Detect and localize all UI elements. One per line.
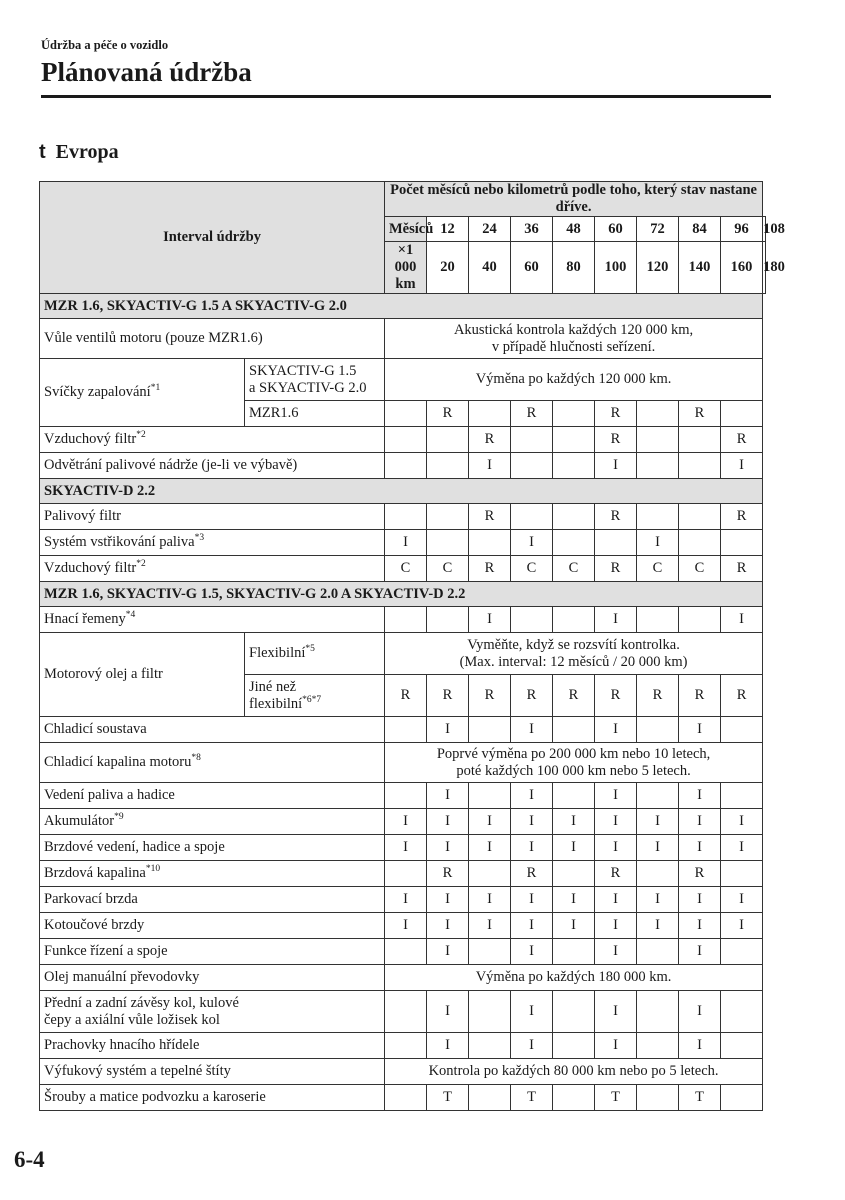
interval-cell: I [511,887,553,913]
interval-cell: R [511,401,553,427]
table-row [40,743,766,783]
footnote-ref: *1 [150,383,161,393]
table-row [40,991,766,1033]
interval-note: Výměna po každých 120 000 km. [385,359,763,401]
interval-cell [427,427,469,453]
interval-cell: I [511,783,553,809]
item-label: Hnací řemeny$^{*4}$ [40,607,385,633]
interval-cell: T [595,1085,637,1111]
interval-cell: I [427,939,469,965]
interval-cell: I [595,717,637,743]
interval-cell [637,861,679,887]
km-value: 60 [511,242,553,294]
interval-cell: R [385,675,427,717]
footnote-ref: *4 [125,610,136,620]
interval-cell: I [427,991,469,1033]
table-row [40,887,766,913]
table-row [40,427,766,453]
interval-cell: C [637,556,679,582]
item-label: Parkovací brzda [40,887,385,913]
interval-cell: R [469,427,511,453]
interval-cell: I [679,939,721,965]
cell-text: Vyměňte, když se rozsvítí kontrolka. [467,636,680,653]
interval-cell: I [385,835,427,861]
interval-cell [679,427,721,453]
table-row [40,717,766,743]
table-row [40,453,766,479]
interval-cell [721,991,763,1033]
interval-cell: I [385,530,427,556]
interval-cell: I [427,783,469,809]
interval-cell [679,530,721,556]
table-row [40,633,766,675]
interval-cell: I [553,835,595,861]
interval-cell: I [427,809,469,835]
page-title: Plánovaná údržba [41,57,252,87]
interval-cell: I [637,913,679,939]
interval-cell: C [427,556,469,582]
interval-cell [679,504,721,530]
interval-cell: C [511,556,553,582]
interval-cell: R [511,675,553,717]
interval-cell: I [469,887,511,913]
km-label: ×1 000 km [385,242,427,294]
item-label [40,991,385,1033]
interval-cell [385,939,427,965]
table-row [40,939,766,965]
item-label: Motorový olej a filtr [40,633,245,717]
interval-cell: I [427,717,469,743]
interval-label: Interval údržby [40,182,385,294]
interval-cell: R [595,401,637,427]
interval-cell [679,607,721,633]
interval-cell: R [721,675,763,717]
km-value: 140 [679,242,721,294]
interval-cell [553,427,595,453]
cell-text: (Max. interval: 12 měsíců / 20 000 km) [459,653,688,670]
km-value: 20 [427,242,469,294]
item-label: Vzduchový filtr$^{*2}$ [40,427,385,453]
cell-text: Jiné než [249,678,297,695]
interval-cell [385,453,427,479]
footnote-ref: *2 [136,559,146,569]
interval-cell [553,939,595,965]
interval-note: Počet měsíců nebo kilometrů podle toho, který stav nastane dříve. [385,182,763,217]
interval-note: Kontrola po každých 80 000 km nebo po 5 letech. [385,1059,763,1085]
table-row [40,783,766,809]
interval-cell: I [679,809,721,835]
month-value: 48 [553,217,595,242]
km-value: 40 [469,242,511,294]
table-row [40,607,766,633]
interval-cell [553,991,595,1033]
interval-cell: I [637,887,679,913]
interval-cell [553,717,595,743]
month-value: 12 [427,217,469,242]
interval-cell [385,427,427,453]
interval-cell [511,453,553,479]
cell-text: Akustická kontrola každých 120 000 km, [453,321,694,338]
interval-cell: R [553,675,595,717]
footnote-ref: *8 [191,753,201,763]
interval-cell [469,717,511,743]
interval-cell [637,453,679,479]
item-label: Akumulátor$^{*9}$ [40,809,385,835]
item-label: Odvětrání palivové nádrže (je-li ve výbavě) [40,453,385,479]
interval-cell [469,783,511,809]
table-row [40,319,766,359]
table-row [40,479,766,504]
table-row [40,809,766,835]
interval-cell: I [595,887,637,913]
interval-cell: I [553,809,595,835]
interval-cell: I [385,809,427,835]
cell-text: Poprvé výměna po 200 000 km nebo 10 letech, [436,745,711,762]
interval-cell: I [595,783,637,809]
item-label: Funkce řízení a spoje [40,939,385,965]
footnote-ref: *6*7 [302,694,322,705]
interval-cell: I [637,809,679,835]
cell-text: Přední a zadní závěsy kol, kulové [44,994,239,1011]
interval-cell [469,530,511,556]
item-label: Chladicí kapalina motoru$^{*8}$ [40,743,385,783]
interval-note [385,633,763,675]
interval-cell [637,427,679,453]
interval-cell: I [469,835,511,861]
interval-cell: I [511,717,553,743]
interval-cell: I [721,913,763,939]
interval-cell: I [427,835,469,861]
interval-cell: I [679,913,721,939]
interval-cell: I [595,453,637,479]
table-row [40,294,766,319]
section-label: Evropa [55,141,119,163]
interval-note [385,319,763,359]
interval-cell: I [385,913,427,939]
interval-cell: R [721,504,763,530]
breadcrumb: Údržba a péče o vozidlo [41,38,169,52]
km-value: 180 [763,242,766,294]
interval-cell: I [553,887,595,913]
interval-cell [469,1033,511,1059]
month-value: 36 [511,217,553,242]
interval-cell: I [427,913,469,939]
interval-cell [637,939,679,965]
interval-cell [469,401,511,427]
interval-cell [721,1085,763,1111]
table-row [40,582,766,607]
interval-cell: I [553,913,595,939]
interval-cell: R [679,861,721,887]
interval-cell: I [595,991,637,1033]
interval-cell [637,607,679,633]
interval-cell [721,939,763,965]
interval-cell: R [679,401,721,427]
month-value: 108 [763,217,766,242]
interval-cell [427,504,469,530]
km-value: 100 [595,242,637,294]
interval-cell: I [595,835,637,861]
interval-cell: I [469,453,511,479]
table-row [40,556,766,582]
interval-cell [679,453,721,479]
months-label: Měsíců [385,217,427,242]
interval-cell: I [511,530,553,556]
interval-cell: I [595,913,637,939]
section-row: SKYACTIV-D 2.2 [40,479,763,504]
interval-cell: I [385,887,427,913]
table-row [40,182,766,217]
table-row [40,504,766,530]
interval-cell: I [511,939,553,965]
interval-cell: I [595,607,637,633]
interval-cell: I [679,887,721,913]
section-heading [39,141,119,164]
interval-cell [721,717,763,743]
interval-cell: T [427,1085,469,1111]
interval-cell [637,1033,679,1059]
interval-cell [637,1085,679,1111]
sub-label: Flexibilní$^{*5}$ [245,633,385,675]
interval-cell [595,530,637,556]
interval-cell: R [721,427,763,453]
interval-cell: I [679,717,721,743]
interval-cell: T [511,1085,553,1111]
interval-cell [427,453,469,479]
interval-cell: R [595,427,637,453]
interval-cell [553,504,595,530]
interval-cell [385,607,427,633]
footnote-ref: *3 [194,533,205,543]
interval-cell [637,504,679,530]
cell-text: poté každých 100 000 km nebo 5 letech. [456,762,691,779]
interval-cell: R [427,861,469,887]
interval-cell [385,401,427,427]
interval-cell [553,861,595,887]
interval-cell: C [553,556,595,582]
interval-cell: I [511,809,553,835]
table-row [40,530,766,556]
interval-cell [511,504,553,530]
sub-label [245,675,385,717]
interval-cell: R [721,556,763,582]
interval-cell: R [469,504,511,530]
table-row [40,1085,766,1111]
item-label: Brzdová kapalina$^{*10}$ [40,861,385,887]
interval-cell: I [595,1033,637,1059]
interval-cell: I [679,991,721,1033]
km-value: 80 [553,242,595,294]
item-label: Výfukový systém a tepelné štíty [40,1059,385,1085]
item-label: Vedení paliva a hadice [40,783,385,809]
item-label: Systém vstřikování paliva$^{*3}$ [40,530,385,556]
interval-cell: I [511,1033,553,1059]
table-row [40,913,766,939]
interval-cell [427,607,469,633]
sub-label [245,359,385,401]
interval-cell: R [469,556,511,582]
interval-cell [721,401,763,427]
interval-cell [469,1085,511,1111]
interval-cell: R [637,675,679,717]
interval-cell: I [511,991,553,1033]
interval-cell: I [679,783,721,809]
page-number: 6-4 [14,1147,45,1172]
interval-cell: I [679,835,721,861]
interval-cell [721,1033,763,1059]
interval-cell: I [469,913,511,939]
interval-cell: I [595,939,637,965]
footnote-ref: *5 [305,644,315,654]
item-label: Prachovky hnacího hřídele [40,1033,385,1059]
interval-cell [721,530,763,556]
interval-cell: I [469,607,511,633]
cell-text: SKYACTIV-G 1.5 [249,362,357,379]
table-row [40,1059,766,1085]
month-value: 24 [469,217,511,242]
interval-cell [385,783,427,809]
interval-cell [553,783,595,809]
interval-cell: T [679,1085,721,1111]
table-row [40,1033,766,1059]
interval-cell [721,861,763,887]
interval-cell [553,453,595,479]
item-label: Olej manuální převodovky [40,965,385,991]
month-value: 60 [595,217,637,242]
interval-cell: I [721,453,763,479]
title-rule [41,95,771,98]
interval-cell [553,607,595,633]
month-value: 84 [679,217,721,242]
interval-cell: R [469,675,511,717]
interval-cell: R [595,861,637,887]
item-label: Chladicí soustava [40,717,385,743]
km-value: 160 [721,242,763,294]
interval-cell [553,1033,595,1059]
interval-cell: I [427,887,469,913]
interval-cell: R [511,861,553,887]
footnote-ref: *10 [145,864,161,874]
maintenance-schedule-table [39,181,785,1111]
interval-cell: R [427,401,469,427]
table-row [40,965,766,991]
interval-cell: I [721,835,763,861]
interval-cell: I [721,887,763,913]
interval-cell: I [511,835,553,861]
interval-cell [553,1085,595,1111]
sub-label: MZR1.6 [245,401,385,427]
interval-cell [553,530,595,556]
interval-cell: I [427,1033,469,1059]
interval-cell [427,530,469,556]
table-row [40,861,766,887]
item-label: Svíčky zapalování$^{*1}$ [40,359,245,427]
footnote-ref: *2 [136,430,146,440]
interval-cell: C [385,556,427,582]
interval-cell: I [511,913,553,939]
month-value: 96 [721,217,763,242]
interval-cell: I [637,835,679,861]
item-label: Kotoučové brzdy [40,913,385,939]
interval-cell: R [427,675,469,717]
interval-cell [385,504,427,530]
interval-cell: R [595,504,637,530]
interval-cell [637,717,679,743]
item-label: Vůle ventilů motoru (pouze MZR1.6) [40,319,385,359]
interval-cell: I [679,1033,721,1059]
interval-cell [637,991,679,1033]
interval-cell: I [721,809,763,835]
interval-note [385,743,763,783]
interval-cell [385,861,427,887]
section-row: MZR 1.6, SKYACTIV-G 1.5 A SKYACTIV-G 2.0 [40,294,763,319]
month-value: 72 [637,217,679,242]
interval-cell: C [679,556,721,582]
interval-cell [385,1033,427,1059]
interval-cell: R [595,675,637,717]
interval-cell: I [469,809,511,835]
interval-cell: I [595,809,637,835]
interval-cell: I [721,607,763,633]
cell-text: v případě hlučnosti seřízení. [491,338,656,355]
interval-cell [385,1085,427,1111]
interval-cell [469,861,511,887]
footnote-ref: *9 [114,812,124,822]
table-row [40,359,766,401]
interval-note: Výměna po každých 180 000 km. [385,965,763,991]
interval-cell: R [679,675,721,717]
item-label: Šrouby a matice podvozku a karoserie [40,1085,385,1111]
interval-cell [721,783,763,809]
cell-text: a SKYACTIV-G 2.0 [249,379,367,396]
section-bullet: t [39,141,46,163]
interval-cell [469,939,511,965]
interval-cell [511,607,553,633]
interval-cell [511,427,553,453]
interval-cell [637,401,679,427]
interval-cell [469,991,511,1033]
interval-cell [637,783,679,809]
interval-cell [385,991,427,1033]
item-label: Vzduchový filtr$^{*2}$ [40,556,385,582]
interval-cell [553,401,595,427]
section-row: MZR 1.6, SKYACTIV-G 1.5, SKYACTIV-G 2.0 A SKYACTIV-D 2.2 [40,582,763,607]
interval-cell [385,717,427,743]
km-value: 120 [637,242,679,294]
interval-cell: I [637,530,679,556]
cell-text: flexibilní [249,695,303,712]
table-row [40,835,766,861]
item-label: Brzdové vedení, hadice a spoje [40,835,385,861]
item-label: Palivový filtr [40,504,385,530]
cell-text: čepy a axiální vůle ložisek kol [44,1011,220,1028]
interval-cell: R [595,556,637,582]
